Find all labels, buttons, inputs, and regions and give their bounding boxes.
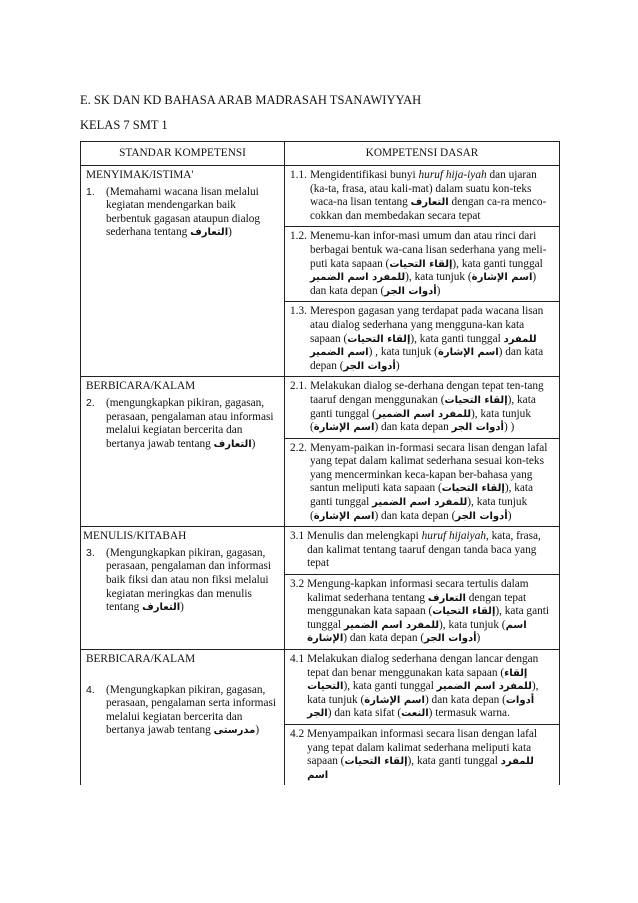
arabic-term: التعارف [427,592,466,604]
kd-cell-3-2: 3.2 Mengung-kapkan informasi secara tertulis dalam kalimat sederhana tentang التعارف dengan tepat menggunakan kata sapaan (إلقاء التحيات), kata ganti tunggal للمفرد اسم الضمير), kata tunjuk (اسم الإشارة) dan kata depan (أدوات الجر) [285,575,560,650]
arabic-term: أدوات الجر [307,694,535,720]
class-subtitle: KELAS 7 SMT 1 [80,118,168,132]
arabic-term: التعارف [142,602,181,614]
sk-title: MENYIMAK/ISTIMA' [86,169,194,181]
arabic-term: إلقاء التحيات [344,756,408,768]
arabic-term: التعارف [190,227,229,239]
sk-number: 3. [86,546,95,559]
arabic-term: للمفرد اسم [307,756,534,781]
table-row [81,377,560,438]
arabic-term: للمفرد اسم الضمير [309,333,537,359]
sk-number: 1. [86,185,95,198]
sk-number: 4. [86,683,95,696]
arabic-term: اسم الإشارة [313,422,375,434]
arabic-term: النعت [401,708,429,720]
arabic-term: للمفرد اسم الضمير [309,272,406,284]
arabic-term: اسم الإشارة [437,347,499,359]
arabic-term: اسم الإشارة [307,619,527,645]
arabic-term: إلقاء التحيات [347,333,411,345]
sk-number: 2. [86,396,95,409]
arabic-term: أدوات الجر [451,422,504,434]
arabic-term: إلقاء التحيات [441,483,505,495]
arabic-term: أدوات الجر [343,360,396,372]
arabic-term: للمفرد اسم الضمير [372,497,468,509]
arabic-term: أدوات الجر [455,510,508,522]
arabic-term: اسم الإشارة [313,510,375,522]
arabic-term: إلقاء التحيات [307,667,528,693]
sk-title: BERBICARA/KALAM [86,380,196,393]
arabic-term: مدرستى [213,725,256,737]
arabic-term: إلقاء التحيات [444,394,508,406]
sk-description: (Memahami wacana lisan melalui kegiatan mendengarkan baik berbentuk gagasan ataupun dialog sederhana tentang التعارف) [106,185,261,239]
kd-cell-3-1: 3.1 Menulis dan melengkapi huruf hijaiyah, kata, frasa, dan kalimat tentang taaruf dengan tanda baca yang tepat [285,527,560,575]
sk-cell-berbicara-2 [81,650,285,786]
arabic-term: أدوات الجر [424,633,477,645]
document-title: E. SK DAN KD BAHASA ARAB MADRASAH TSANAWIYYAH [80,93,422,107]
arabic-term: التعارف [410,197,449,209]
header-kompetensi-dasar: KOMPETENSI DASAR [285,142,560,166]
competency-table [80,141,560,785]
kd-cell-1-2: 1.2. Menemu-kan infor-masi umum dan atau rinci dari berbagai bentuk wa-cana lisan sederhana yang meli-puti kata sapaan (إلقاء التحيات), kata ganti tunggal للمفرد اسم الضمير), kata tunjuk (اسم الإشارة) dan kata depan (أدوات الجر) [285,227,560,302]
sk-cell-menulis [81,527,285,650]
kd-cell-2-1: 2.1. Melakukan dialog se-derhana dengan tepat ten-tang taaruf dengan menggunakan (إلقاء التحيات), kata ganti tunggal (للمفرد اسم الضمير), kata tunjuk (اسم الإشارة) dan kata depan أدوات الجر) ) [285,377,560,438]
sk-description: (Mengungkapkan pikiran, gagasan, perasaan, pengalaman dan informasi baik fiksi dan atau non fiksi melalui kegiatan meringkas dan menulis tentang التعارف) [106,546,271,614]
table-row [81,650,560,725]
sk-description: (Mengungkapkan pikiran, gagasan, perasaan, pengalaman serta informasi melalui kegiatan bercerita dan bertanya jawab tentang مدرستى) [106,683,277,737]
kd-cell-1-3: 1.3. Merespon gagasan yang terdapat pada wacana lisan atau dialog sederhana yang mengguna-kan kata sapaan (إلقاء التحيات), kata ganti tunggal للمفرد اسم الضمير) , kata tunjuk (اسم الإشارة) dan kata depan (أدوات الجر) [285,302,560,377]
kd-cell-2-2: 2.2. Menyam-paikan in-formasi secara lisan dengan lafal yang tepat dalam kalimat sederhana sesuai kon-teks yang mencerminkan keca-kapan ber-bahasa yang santun meliputi kata sapaan (إلقاء التحيات), kata ganti tunggal للمفرد اسم الضمير), kata tunjuk (اسم الإشارة) dan kata depan (أدوات الجر) [285,438,560,527]
kd-cell-1-1: 1.1. Mengidentifikasi bunyi huruf hija-iyah dan ujaran (ka-ta, frasa, atau kali-mat) dalam suatu kon-teks waca-na lisan tentang التعارف dengan ca-ra menco-cokkan dan membedakan secara tepat [285,166,560,227]
arabic-term: أدوات الجر [384,285,437,297]
table-header-row [81,142,560,166]
arabic-term: للمفرد اسم الضمير [436,681,532,693]
table-row [81,527,560,575]
arabic-term: التعارف [213,438,252,450]
arabic-term: إلقاء التحيات [432,606,496,618]
sk-title: MENULIS/KITABAH [83,530,187,543]
kd-cell-4-2: 4.2 Menyampaikan informasi secara lisan dengan lafal yang tepat dalam kalimat sederhana meliputi kata sapaan (إلقاء التحيات), kata ganti tunggal للمفرد اسم [285,724,560,785]
arabic-term: إلقاء التحيات [389,258,453,270]
arabic-term: اسم الإشارة [471,272,533,284]
sk-title: BERBICARA/KALAM [86,653,196,665]
arabic-term: اسم الإشارة [364,694,425,706]
header-standar-kompetensi: STANDAR KOMPETENSI [81,142,285,166]
table-row [81,166,560,227]
arabic-term: للمفرد اسم الضمير [375,408,472,420]
sk-cell-berbicara [81,377,285,527]
kd-cell-4-1: 4.1 Melakukan dialog sederhana dengan lancar dengan tepat dan benar menggunakan kata sapaan (إلقاء التحيات), kata ganti tunggal للمفرد اسم الضمير), kata tunjuk (اسم الإشارة) dan kata depan (أدوات الجر) dan kata sifat (النعت) termasuk warna. [285,650,560,725]
sk-cell-menyimak [81,166,285,377]
sk-description: (mengungkapkan pikiran, gagasan, perasaan, pengalaman atau informasi melalui kegiatan bercerita dan bertanya jawab tentang التعارف) [106,396,274,450]
arabic-term: للمفرد اسم الضمير [343,619,440,631]
